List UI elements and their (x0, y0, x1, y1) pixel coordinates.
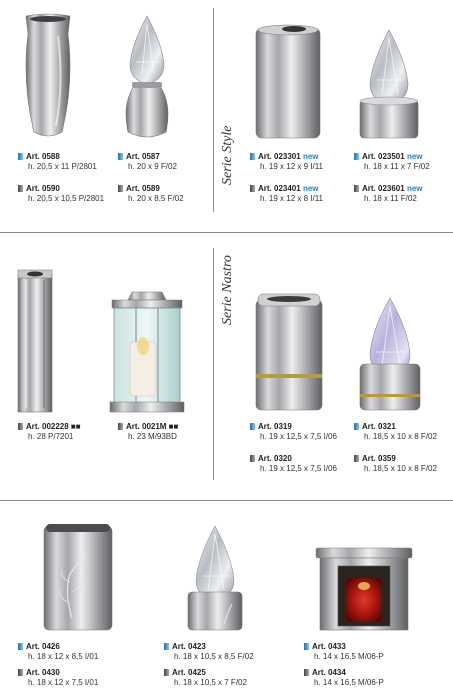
product-image-0021M (106, 288, 188, 414)
marker-icon (250, 423, 255, 430)
marker-icon (164, 643, 169, 650)
new-badge: new (406, 152, 423, 161)
product-caption-0321: Art. 0321 h. 18,5 x 10 x 8 F/02 (354, 422, 437, 442)
marker-icon (304, 669, 309, 676)
new-badge: new (302, 184, 319, 193)
marker-icon (18, 423, 23, 430)
section-divider-top (0, 232, 453, 233)
product-image-0319 (254, 292, 324, 412)
new-badge: new (406, 184, 423, 193)
product-image-0426 (42, 522, 114, 632)
marker-icon (118, 185, 123, 192)
product-caption-0430: Art. 0430 h. 18 x 12 x 7,5 I/01 (18, 668, 98, 688)
marker-icon (354, 185, 359, 192)
product-image-023501 (358, 28, 420, 140)
product-caption-0588: Art. 0588 h. 20,5 x 11 P/2801 (18, 152, 97, 172)
marker-icon (164, 669, 169, 676)
new-badge: new (302, 152, 319, 161)
marker-icon (250, 185, 255, 192)
product-image-0588 (22, 14, 74, 142)
marker-icon (18, 643, 23, 650)
marker-icon (354, 423, 359, 430)
section-divider-bottom (0, 500, 453, 501)
product-caption-0359: Art. 0359 h. 18,5 x 10 x 8 F/02 (354, 454, 437, 474)
marker-icon (118, 153, 123, 160)
series-style-divider (213, 8, 214, 212)
product-caption-023301: Art. 023301 new h. 19 x 12 x 9 I/11 (250, 152, 323, 172)
product-caption-002228: Art. 002228 ■■ h. 28 P/7201 (18, 422, 81, 442)
product-caption-023601: Art. 023601 new h. 18 x 11 F/02 (354, 184, 423, 204)
product-caption-0434: Art. 0434 h. 14 x 16,5 M/06-P (304, 668, 384, 688)
product-caption-0587: Art. 0587 h. 20 x 9 F/02 (118, 152, 177, 172)
marker-icon (354, 455, 359, 462)
product-caption-0425: Art. 0425 h. 18 x 10,5 x 7 F/02 (164, 668, 247, 688)
marker-icon (18, 153, 23, 160)
product-caption-0589: Art. 0589 h. 20 x 8,5 F/02 (118, 184, 184, 204)
product-image-0587 (122, 14, 172, 142)
product-image-002228 (16, 268, 54, 414)
marker-icon (354, 153, 359, 160)
product-image-0423 (184, 524, 246, 632)
product-image-023301 (254, 22, 322, 140)
marker-icon (250, 153, 255, 160)
marker-icon (304, 643, 309, 650)
product-caption-0021M: Art. 0021M ■■ h. 23 M/93BD (118, 422, 178, 442)
marker-icon (250, 455, 255, 462)
product-caption-0320: Art. 0320 h. 19 x 12,5 x 7,5 I/06 (250, 454, 337, 474)
product-caption-0319: Art. 0319 h. 19 x 12,5 x 7,5 I/06 (250, 422, 337, 442)
marker-icon (118, 423, 123, 430)
product-caption-0433: Art. 0433 h. 14 x 16,5 M/06-P (304, 642, 384, 662)
product-caption-0590: Art. 0590 h. 20,5 x 10,5 P/2801 (18, 184, 104, 204)
series-nastro-divider (213, 248, 214, 480)
product-caption-023401: Art. 023401 new h. 19 x 12 x 8 I/11 (250, 184, 323, 204)
product-image-0433 (316, 548, 412, 632)
marker-icon (18, 185, 23, 192)
marker-icon (18, 669, 23, 676)
series-style-label: Serie Style (220, 125, 235, 185)
series-nastro-label: Serie Nastro (220, 255, 235, 325)
product-caption-0423: Art. 0423 h. 18 x 10,5 x 8,5 F/02 (164, 642, 254, 662)
product-caption-0426: Art. 0426 h. 18 x 12 x 8,5 I/01 (18, 642, 98, 662)
product-caption-023501: Art. 023501 new h. 18 x 11 x 7 F/02 (354, 152, 430, 172)
product-image-0321 (358, 296, 422, 414)
